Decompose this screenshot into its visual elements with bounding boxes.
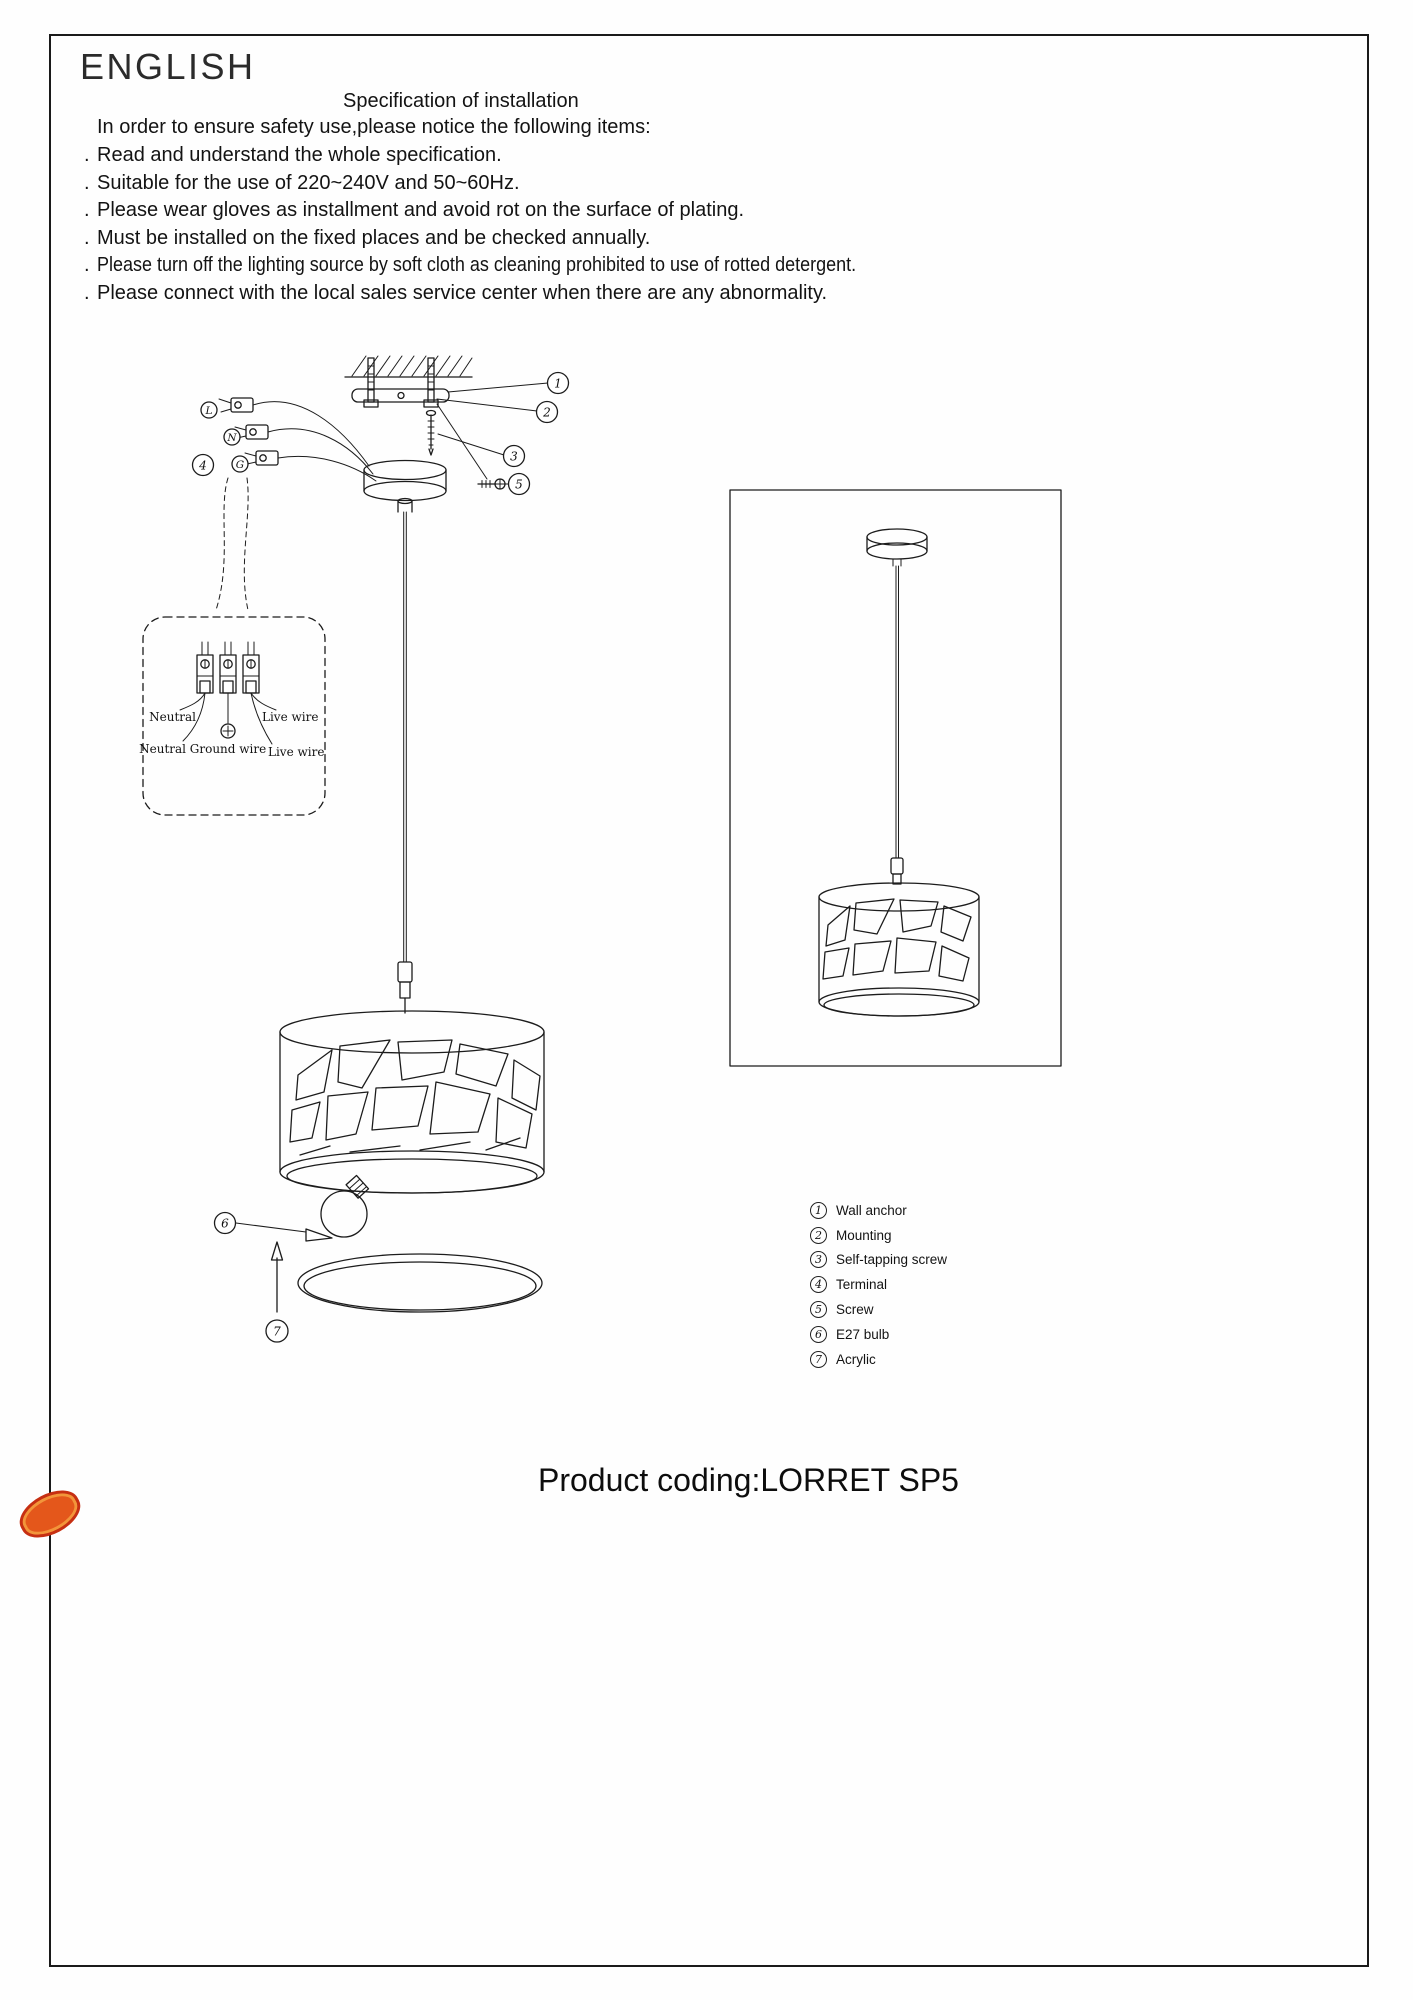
callout-4 [193, 455, 214, 476]
legend-label: E27 bulb [836, 1326, 890, 1342]
page-title: Specification of installation [343, 90, 579, 112]
parts-legend [810, 1198, 947, 1372]
callout-1 [448, 373, 569, 394]
legend-number: 3 [810, 1251, 827, 1268]
terminal-letter-L [201, 402, 217, 418]
legend-label: Wall anchor [836, 1202, 907, 1218]
wire-label-ground: Ground wire [189, 742, 267, 756]
legend-item [810, 1198, 947, 1223]
wire-label-live-top: Live wire [262, 710, 319, 724]
callout-6 [215, 1213, 307, 1234]
callout-5 [505, 474, 530, 495]
svg-text:L: L [205, 405, 213, 417]
terminal-block-N [235, 425, 373, 474]
legend-number: 1 [810, 1202, 827, 1219]
svg-text:2: 2 [543, 405, 551, 420]
notice-text: Must be installed on the fixed places and be checked annually. [97, 226, 651, 249]
svg-text:4: 4 [199, 458, 207, 473]
notice-text: Please wear gloves as installment and avoid rot on the surface of plating. [97, 199, 745, 222]
svg-text:G: G [235, 459, 245, 471]
svg-text:3: 3 [510, 449, 518, 464]
terminal-letter-G [232, 456, 248, 472]
notice-text: Please turn off the lighting source by soft cloth as cleaning prohibited to use of rotted detergent. [97, 254, 857, 277]
product-coding: Product coding:LORRET SP5 [538, 1462, 959, 1498]
legend-item [810, 1322, 947, 1347]
bullet-dot: . [84, 281, 90, 304]
assembled-connector [891, 858, 903, 884]
terminal-letter-N [224, 429, 240, 445]
acrylic-diffuser [298, 1254, 542, 1312]
notice-text: Please connect with the local sales service center when there are any abnormality. [97, 281, 828, 304]
legend-number: 5 [810, 1301, 827, 1318]
bullet-dot: . [84, 254, 90, 277]
drum-shade [280, 1011, 544, 1193]
legend-label: Mounting [836, 1227, 892, 1243]
legend-item [810, 1297, 947, 1322]
bullet-dot: . [84, 144, 90, 166]
legend-item [810, 1347, 947, 1372]
cord-connector [398, 962, 412, 1013]
callout-2 [437, 399, 558, 423]
notice-text: Read and understand the whole specification. [97, 144, 502, 166]
legend-number: 4 [810, 1276, 827, 1293]
e27-bulb-icon [321, 1175, 369, 1237]
svg-text:5: 5 [515, 477, 523, 492]
legend-label: Acrylic [836, 1351, 876, 1367]
wire-label-neutral-bottom: Neutral [139, 742, 186, 756]
bullet-dot: . [84, 199, 90, 222]
assembled-cord [896, 566, 899, 858]
callout-7 [266, 1242, 288, 1342]
legend-number: 2 [810, 1227, 827, 1244]
legend-label: Screw [836, 1302, 874, 1318]
legend-label: Terminal [836, 1277, 888, 1293]
ceiling-canopy [364, 461, 446, 513]
legend-number: 7 [810, 1351, 827, 1368]
svg-text:6: 6 [221, 1216, 229, 1231]
legend-number: 6 [810, 1326, 827, 1343]
ceiling-hatch [345, 356, 472, 377]
wall-anchor-icon [364, 358, 438, 407]
assembled-canopy [867, 529, 927, 566]
intro-line: In order to ensure safety use,please notice the following items: [97, 116, 651, 138]
wire-label-neutral-top: Neutral [149, 710, 196, 724]
pendant-cord [404, 512, 407, 962]
screw-icon [478, 479, 505, 489]
svg-text:1: 1 [554, 376, 562, 391]
assembled-shade [819, 883, 979, 1016]
language-heading: ENGLISH [80, 46, 256, 87]
assembled-lamp-figure [730, 490, 1061, 1066]
self-tapping-screw-icon [427, 411, 436, 456]
wiring-detail-inset [139, 617, 325, 815]
inset-leader-lines [216, 478, 248, 610]
legend-label: Self-tapping screw [836, 1252, 948, 1268]
legend-item [810, 1223, 947, 1248]
svg-text:N: N [227, 432, 237, 444]
wire-label-live-bottom: Live wire [268, 745, 325, 759]
notice-text: Suitable for the use of 220~240V and 50~60Hz. [97, 171, 520, 194]
legend-item [810, 1272, 947, 1297]
callout-3 [438, 434, 525, 467]
svg-text:7: 7 [273, 1324, 281, 1339]
shade-cutout-pattern [290, 1040, 540, 1155]
bullet-dot: . [84, 226, 90, 249]
bullet-dot: . [84, 171, 90, 194]
legend-item [810, 1248, 947, 1273]
